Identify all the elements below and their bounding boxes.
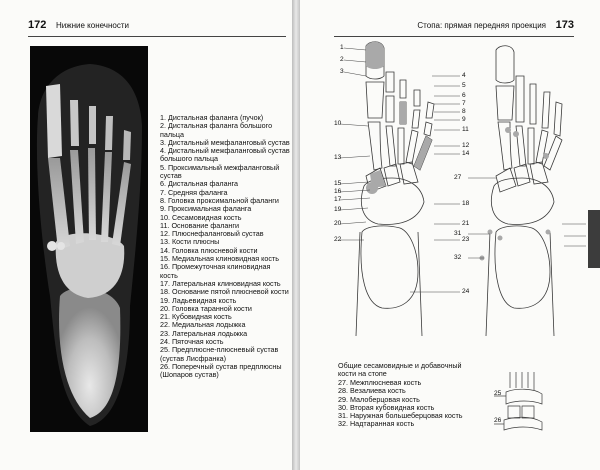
legend-item: 18. Основание пятой плюсневой кости	[160, 287, 289, 297]
legend-item: 16. Промежуточная клиновидная кость	[160, 262, 271, 280]
accessory-bones-title: Общие сесамовидные и добавочный кости на стопе	[338, 361, 462, 379]
callout-label: 16	[334, 188, 342, 195]
legend-item: 5. Проксимальный межфаланговый сустав	[160, 162, 280, 181]
callout-label: 31	[454, 230, 462, 237]
callout-label: 32	[454, 254, 462, 261]
legend-item: 1. Дистальная фаланга (пучок)	[160, 113, 264, 122]
legend-item: 14. Головка плюсневой кости	[160, 245, 258, 255]
callout-label: 21	[462, 220, 470, 227]
callout-label: 4	[462, 72, 466, 79]
foot-xray-image	[30, 46, 148, 432]
legend-item: 7. Средняя фаланга	[160, 187, 228, 197]
right-page-number: 173	[555, 19, 574, 31]
left-page	[0, 0, 292, 470]
legend-item: 3. Дистальный межфаланговый сустав	[160, 137, 290, 147]
callout-label: 9	[462, 116, 466, 123]
accessory-bone-item: 31. Наружная большеберцовая кость	[338, 411, 463, 421]
legend-item: 4. Дистальный межфаланговый сустав большого пальца	[160, 146, 290, 164]
callout-label: 2	[340, 56, 344, 63]
accessory-bones-list	[338, 379, 478, 429]
legend-item: 10. Сесамовидная кость	[160, 212, 242, 222]
accessory-bone-item: 32. Надтаранная кость	[338, 419, 415, 429]
callout-label: 14	[462, 150, 470, 157]
legend-item: 8. Головка проксимальной фаланги	[160, 195, 279, 205]
legend-item: 22. Медиальная лодыжка	[160, 320, 246, 330]
left-page-header	[28, 20, 286, 37]
callout-label: 5	[462, 82, 466, 89]
legend-item: 6. Дистальная фаланга	[160, 179, 239, 189]
legend-item: 2. Дистальная фаланга большого пальца	[160, 121, 273, 139]
callout-label: 13	[334, 154, 342, 161]
legend-item: 25. Предплюсне-плюсневый сустав (сустав Лисфранка)	[160, 345, 279, 363]
ankle-joint-diagram	[476, 368, 546, 434]
callout-label: 19	[334, 206, 342, 213]
callout-label: 18	[462, 200, 470, 207]
callout-label: 26	[494, 417, 502, 424]
callout-label: 6	[462, 92, 466, 99]
callout-label: 11	[462, 126, 469, 133]
section-tab-marker	[588, 210, 600, 268]
callout-label: 23	[462, 236, 470, 243]
left-page-number: 172	[28, 19, 47, 31]
callout-label: 25	[494, 390, 502, 397]
book-gutter	[292, 0, 300, 470]
legend-item: 9. Проксимальная фаланга	[160, 204, 252, 214]
callout-label: 20	[334, 220, 342, 227]
accessory-bone-item: 29. Малоберцовая кость	[338, 394, 420, 404]
accessory-bone-item: 30. Вторая кубовидная кость	[338, 402, 435, 412]
bone-legend-list	[160, 114, 290, 380]
legend-item: 20. Головка таранной кости	[160, 303, 252, 313]
legend-item: 12. Плюснефаланговый сустав	[160, 229, 264, 239]
callout-label: 3	[340, 68, 344, 75]
legend-item: 23. Латеральная лодыжка	[160, 328, 248, 338]
legend-item: 17. Латеральная клиновидная кость	[160, 278, 281, 288]
callout-label: 1	[340, 44, 344, 51]
callout-label: 10	[334, 120, 342, 127]
callout-label: 12	[462, 142, 470, 149]
legend-item: 24. Пяточная кость	[160, 337, 224, 347]
accessory-bone-item: 28. Везалиева кость	[338, 386, 406, 396]
callout-label: 15	[334, 180, 342, 187]
legend-item: 19. Ладьевидная кость	[160, 295, 237, 305]
legend-item: 11. Основание фаланги	[160, 220, 240, 230]
callout-label: 22	[334, 236, 342, 243]
left-section-title: Нижние конечности	[56, 21, 129, 30]
callout-label: 7	[462, 100, 466, 107]
accessory-bone-item: 27. Межплюсневая кость	[338, 378, 422, 387]
callout-label: 17	[334, 196, 342, 203]
legend-item: 13. Кости плюсны	[160, 237, 220, 247]
legend-item: 15. Медиальная клиновидная кость	[160, 254, 280, 264]
callout-label: 24	[462, 288, 470, 295]
callout-label: 8	[462, 108, 466, 115]
callout-label: 27	[454, 174, 462, 181]
foot-xray-drawing	[30, 46, 148, 432]
legend-item: 26. Поперечный сустав предплюсны (Шопаров сустав)	[160, 361, 282, 380]
right-page	[300, 0, 600, 470]
legend-item: 21. Кубовидная кость	[160, 312, 232, 322]
right-section-title: Стопа: прямая передняя проекция	[417, 21, 546, 30]
